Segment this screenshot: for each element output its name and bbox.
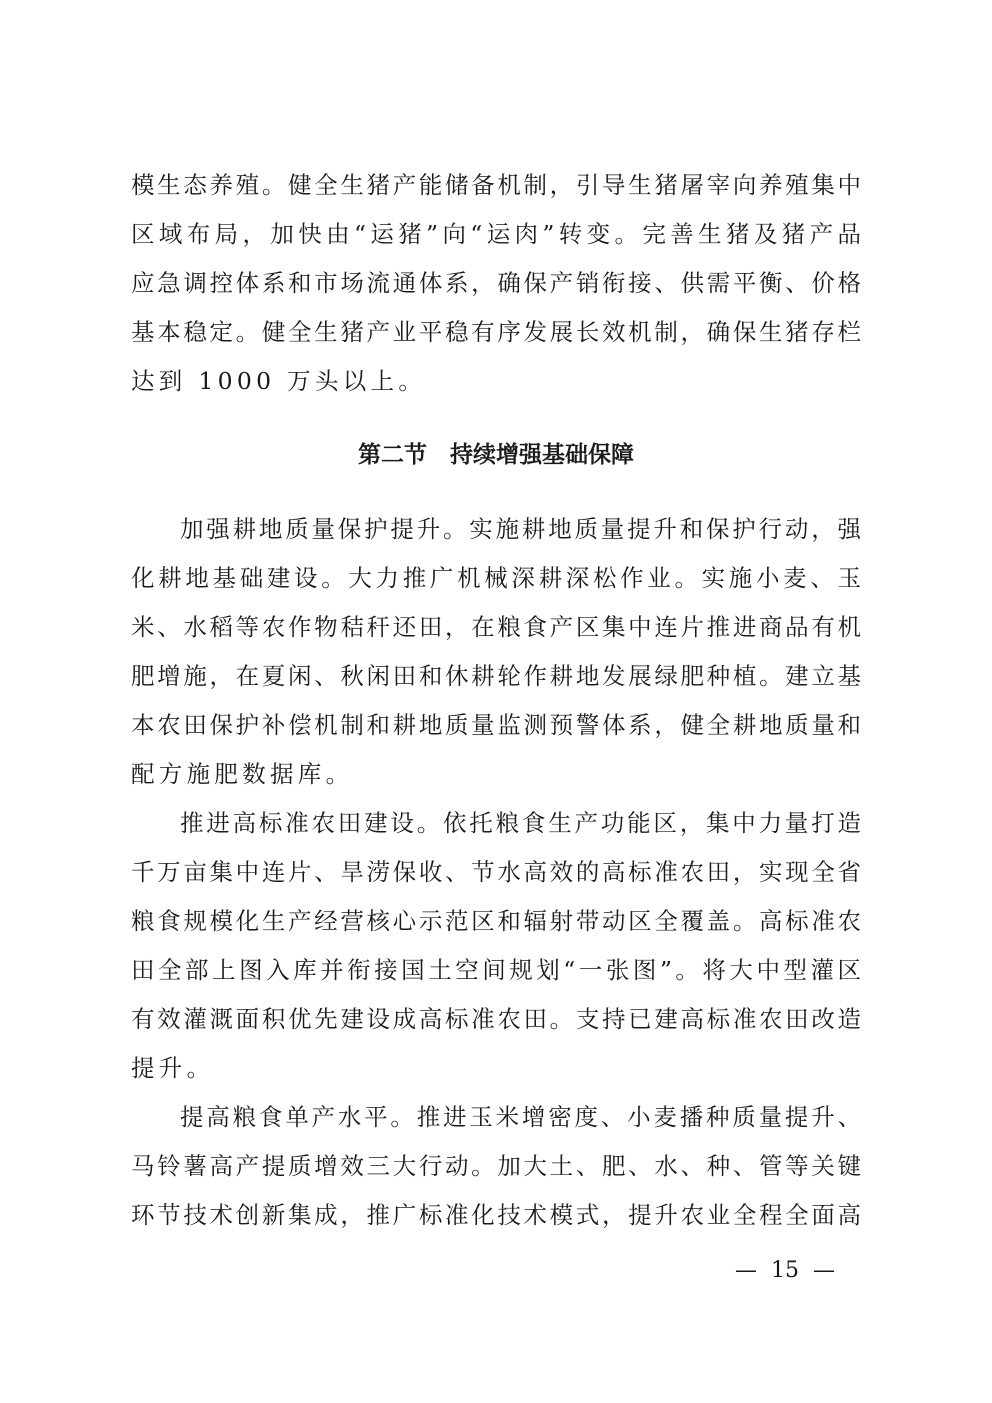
paragraph-line: 区域布局，加快由“运猪”向“运肉”转变。完善生猪及猪产品: [131, 220, 861, 248]
section-heading: 第二节 持续增强基础保障: [358, 442, 634, 468]
page-number: — 15 —: [735, 1258, 835, 1283]
paragraph-line: 模生态养殖。健全生猪产能储备机制，引导生猪屠宰向养殖集中: [131, 171, 861, 199]
paragraph-line: 有效灌溉面积优先建设成高标准农田。支持已建高标准农田改造: [131, 1005, 861, 1033]
paragraph-line: 提高粮食单产水平。推进玉米增密度、小麦播种质量提升、: [180, 1103, 861, 1131]
paragraph-line: 应急调控体系和市场流通体系，确保产销衔接、供需平衡、价格: [131, 269, 861, 297]
paragraph-line: 千万亩集中连片、旱涝保收、节水高效的高标准农田，实现全省: [131, 858, 861, 886]
paragraph-line: 粮食规模化生产经营核心示范区和辐射带动区全覆盖。高标准农: [131, 907, 861, 935]
paragraph-line: 推进高标准农田建设。依托粮食生产功能区，集中力量打造: [180, 809, 861, 837]
paragraph-line: 环节技术创新集成，推广标准化技术模式，提升农业全程全面高: [131, 1201, 861, 1229]
paragraph-line: 加强耕地质量保护提升。实施耕地质量提升和保护行动，强: [180, 515, 861, 543]
paragraph-line: 化耕地基础建设。大力推广机械深耕深松作业。实施小麦、玉: [131, 564, 861, 592]
paragraph-line: 提升。: [131, 1054, 215, 1082]
paragraph-line: 肥增施，在夏闲、秋闲田和休耕轮作耕地发展绿肥种植。建立基: [131, 662, 861, 690]
paragraph-line: 米、水稻等农作物秸秆还田，在粮食产区集中连片推进商品有机: [131, 613, 861, 641]
paragraph-line: 配方施肥数据库。: [131, 760, 354, 788]
paragraph-line: 本农田保护补偿机制和耕地质量监测预警体系，健全耕地质量和: [131, 711, 861, 739]
paragraph-line: 基本稳定。健全生猪产业平稳有序发展长效机制，确保生猪存栏: [131, 318, 861, 346]
paragraph-line: 田全部上图入库并衔接国土空间规划“一张图”。将大中型灌区: [131, 956, 861, 984]
paragraph-line: 马铃薯高产提质增效三大行动。加大土、肥、水、种、管等关键: [131, 1152, 861, 1180]
paragraph-line: 达到 1000 万头以上。: [131, 367, 427, 395]
